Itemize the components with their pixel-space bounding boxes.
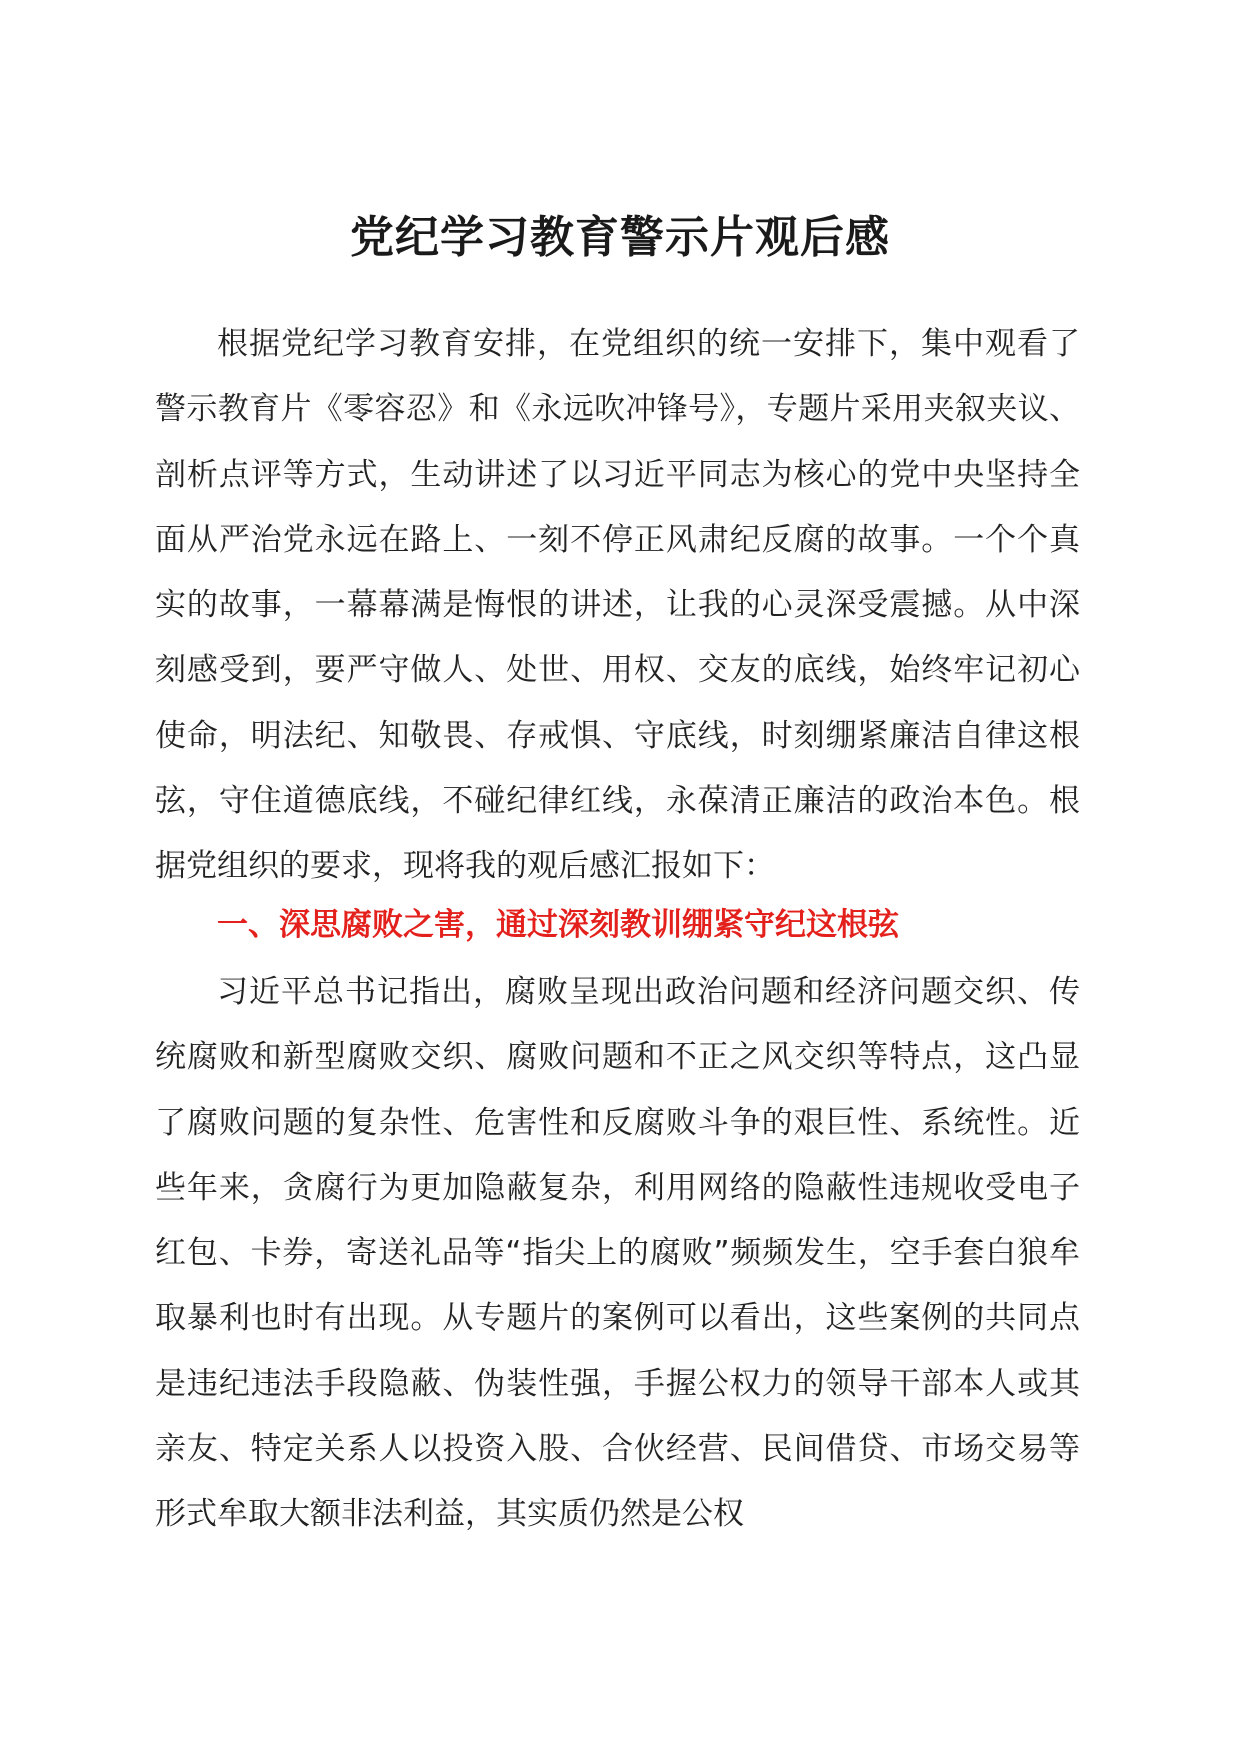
intro-paragraph: 根据党纪学习教育安排，在党组织的统一安排下，集中观看了警示教育片《零容忍》和《永远吹冲锋号》，专题片采用夹叙夹议、剖析点评等方式，生动讲述了以习近平同志为核心的党中央坚持全面从严治党永远在路上、一刻不停正风肃纪反腐的故事。一个个真实的故事，一幕幕满是悔恨的讲述，让我的心灵深受震撼。从中深刻感受到，要严守做人、处世、用权、交友的底线，始终牢记初心使命，明法纪、知敬畏、存戒惧、守底线，时刻绷紧廉洁自律这根弦，守住道德底线，不碰纪律红线，永葆清正廉洁的政治本色。根据党组织的要求，现将我的观后感汇报如下： [155,326,1080,885]
page-title: 党纪学习教育警示片观后感 [350,212,890,263]
section-paragraph: 习近平总书记指出，腐败呈现出政治问题和经济问题交织、传统腐败和新型腐败交织、腐败问题和不正之风交织等特点，这凸显了腐败问题的复杂性、危害性和反腐败斗争的艰巨性、系统性。近些年来，贪腐行为更加隐蔽复杂，利用网络的隐蔽性违规收受电子红包、卡券，寄送礼品等“指尖上的腐败”频频发生，空手套白狼牟取暴利也时有出现。从专题片的案例可以看出，这些案例的共同点是违纪违法手段隐蔽、伪装性强，手握公权力的领导干部本人或其亲友、特定关系人以投资入股、合伙经营、民间借贷、市场交易等形式牟取大额非法利益，其实质仍然是公权 [155,974,1080,1533]
section-heading: 一、深思腐败之害，通过深刻教训绷紧守纪这根弦 [217,907,899,943]
